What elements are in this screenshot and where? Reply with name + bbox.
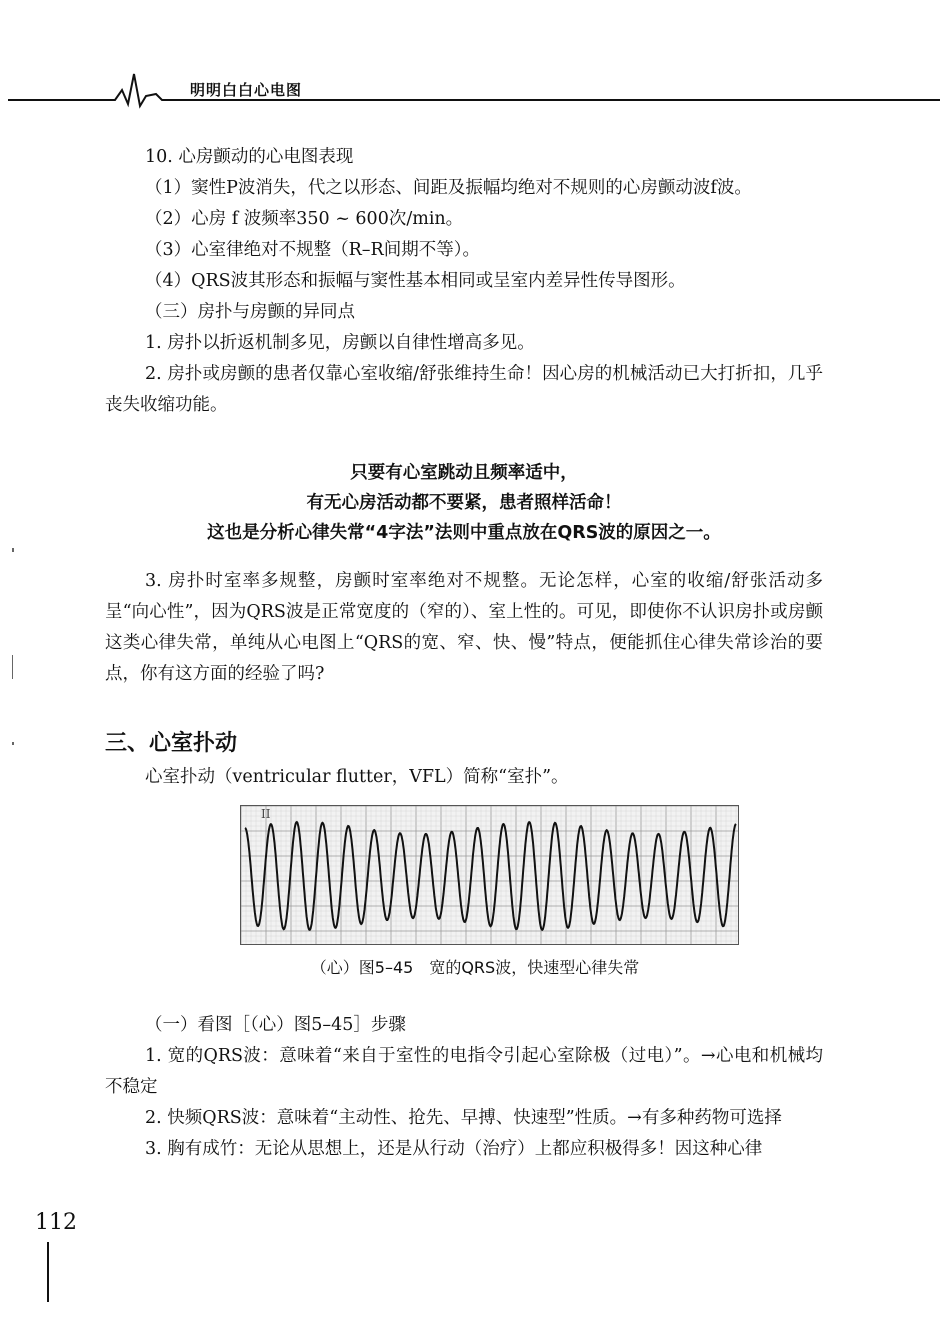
scan-speck — [12, 742, 14, 745]
top-text-block — [105, 142, 823, 421]
section-title: 三、心室扑动 — [105, 731, 238, 756]
middle-text-block — [105, 566, 823, 690]
quote-line: 这也是分析心律失常“4字法”法则中重点放在QRS波的原因之一。 — [207, 523, 721, 543]
quote-line: 只要有心室跳动且频率适中， — [350, 463, 578, 483]
page-rule — [47, 1242, 49, 1302]
subheading: （三）房扑与房颤的异同点 — [145, 302, 355, 322]
paragraph: 2. 房扑或房颤的患者仅靠心室收缩/舒张维持生命！因心房的机械活动已大打折扣，几乎丧失收缩功能。 — [105, 364, 823, 415]
paragraph: 2. 快频QRS波：意味着“主动性、抢先、早搏、快速型”性质。→有多种药物可选择 — [145, 1108, 782, 1128]
steps-block — [105, 1010, 823, 1165]
paragraph: （1）窦性P波消失，代之以形态、间距及振幅均绝对不规则的心房颤动波f波。 — [145, 178, 752, 198]
paragraph: 3. 胸有成竹：无论从思想上，还是从行动（治疗）上都应积极得多！因这种心律 — [145, 1139, 763, 1159]
paragraph: （2）心房 f 波频率350 ~ 600次/min。 — [145, 209, 464, 229]
ecg-strip-figure — [240, 805, 739, 945]
highlight-quote — [105, 458, 823, 548]
section-intro: 心室扑动（ventricular flutter，VFL）简称“室扑”。 — [145, 767, 569, 787]
book-title: 明明白白心电图 — [190, 81, 303, 99]
ecg-strip — [241, 806, 738, 944]
scan-speck — [12, 548, 14, 552]
paragraph: （3）心室律绝对不规整（R–R间期不等）。 — [145, 240, 480, 260]
quote-line: 有无心房活动都不要紧，患者照样活命！ — [306, 493, 622, 513]
paragraph: 1. 宽的QRS波：意味着“来自于室性的电指令引起心室除极（过电）”。→心电和机械均不稳定 — [105, 1046, 823, 1097]
scan-speck — [12, 655, 13, 679]
paragraph: 1. 房扑以折返机制多见，房颤以自律性增高多见。 — [145, 333, 535, 353]
figure-caption: （心）图5–45 宽的QRS波，快速型心律失常 — [310, 958, 640, 977]
page-number: 112 — [35, 1210, 77, 1235]
paragraph: （4）QRS波其形态和振幅与窦性基本相同或呈室内差异性传导图形。 — [145, 271, 686, 291]
subheading: （一）看图［（心）图5–45］步骤 — [145, 1015, 406, 1035]
running-header — [0, 60, 950, 110]
lead-label: II — [261, 807, 271, 821]
paragraph: 10. 心房颤动的心电图表现 — [145, 147, 354, 167]
ecg-header-line — [0, 60, 950, 110]
paragraph: 3. 房扑时室率多规整，房颤时室率绝对不规整。无论怎样，心室的收缩/舒张活动多呈“向心性”，因为QRS波是正常宽度的（窄的）、室上性的。可见，即使你不认识房扑或房颤这类心律失常，单纯从心电图上“QRS的宽、窄、快、慢”特点，便能抓住心律失常诊治的要点，你有这方面的经验了吗? — [105, 571, 823, 684]
